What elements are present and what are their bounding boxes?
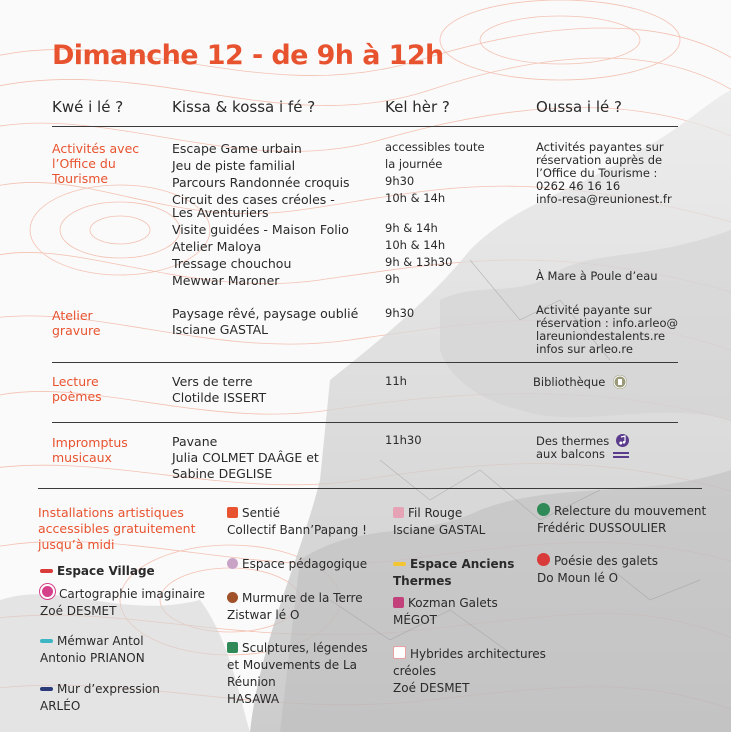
office-info: Activités payantes sur réservation auprès de l’Office du Tourisme : 0262 46 16 16 info-resa@reunionest.fr [536,140,672,206]
installation-mur-expression: Mur d’expression ARLÉO [40,682,160,713]
office-times: accessibles toute la journée 9h30 10h & 14h 9h & 14h 10h & 14h 9h & 13h30 9h [385,140,485,286]
category-gravure: Atelier gravure [52,308,101,338]
pink-house-icon [393,507,404,518]
installation-fil-rouge: Fil Rouge Isciane GASTAL [393,506,486,537]
header-when: Kel hèr ? [385,98,450,116]
music-note-icon [616,434,629,447]
header-where: Oussa i lé ? [536,98,622,116]
office-place: À Mare à Poule d’eau [536,269,658,283]
library-icon [613,375,627,389]
installations-title: Installations artistiques accessibles gratuitement jusqu’à midi [38,505,196,552]
outline-square-icon [393,646,406,659]
installation-hybrides: Hybrides architectures créoles Zoé DESMET [393,647,546,695]
target-icon [40,584,55,599]
installation-espace-village: Espace Village [40,563,155,580]
installation-sentie: Sentié Collectif Bann’Papang ! [227,506,367,537]
purple-lines-icon [613,449,629,457]
installation-memwar-antol: Mémwar Antol Antonio PRIANON [40,634,145,665]
section-divider [52,362,678,363]
gravure-activities: Paysage rêvé, paysage oublié Isciane GASTAL [172,306,359,337]
gravure-info: Activité payante sur réservation : info.arleo@ lareuniondestalents.re infos sur arleo.re [536,303,679,356]
teal-dash-icon [40,639,53,643]
header-divider [52,126,678,127]
lecture-activities: Vers de terre Clotilde ISSERT [172,374,267,405]
navy-dash-icon [40,687,53,691]
flower-icon [227,558,238,569]
category-lecture: Lecture poèmes [52,374,102,404]
leaf-icon [227,592,238,603]
installation-poesie-galets: Poésie des galets Do Moun lé O [537,554,659,585]
gravure-time: 9h30 [385,306,415,320]
installation-espace-pedagogique: Espace pédagogique [227,556,367,573]
impromptus-time: 11h30 [385,433,422,447]
page-title: Dimanche 12 - de 9h à 12h [52,40,444,71]
installation-cartographie: Cartographie imaginaire Zoé DESMET [40,584,205,620]
yellow-dash-icon [393,562,406,566]
header-what: Kissa & kossa i fé ? [172,98,316,116]
magenta-house-icon [393,597,404,608]
installation-kozman-galets: Kozman Galets MÉGOT [393,596,498,627]
installation-murmure: Murmure de la Terre Zistwar lé O [227,591,363,622]
green-house-icon [227,642,238,653]
heart-icon [537,553,550,566]
wave-icon [537,503,550,516]
lecture-place: Bibliothèque [533,375,627,389]
impromptus-place: Des thermes aux balcons [536,434,629,461]
office-activities: Escape Game urbain Jeu de piste familial Parcours Randonnée croquis Circuit des cases créoles - Les Aventuriers Visite guidées - Maison Folio Atelier Maloya Tressage chouchou Mewwar Maroner [172,141,350,288]
header-where-what: Kwé i lé ? [52,98,124,116]
category-impromptus: Impromptus musicaux [52,435,128,465]
category-office: Activités avec l’Office du Tourisme [52,141,140,186]
house-icon [227,507,238,518]
lecture-time: 11h [385,374,407,388]
installation-espace-anciens-thermes: Espace Anciens Thermes [393,557,515,588]
installations-divider [38,488,702,489]
impromptus-activities: Pavane Julia COLMET DAÂGE et Sabine DEGLISE [172,434,319,481]
red-dash-icon [40,569,53,573]
installation-relecture: Relecture du mouvement Frédéric DUSSOULIER [537,504,707,535]
installation-sculptures: Sculptures, légendes et Mouvements de La Réunion HASAWA [227,641,368,706]
section-divider [52,422,678,423]
